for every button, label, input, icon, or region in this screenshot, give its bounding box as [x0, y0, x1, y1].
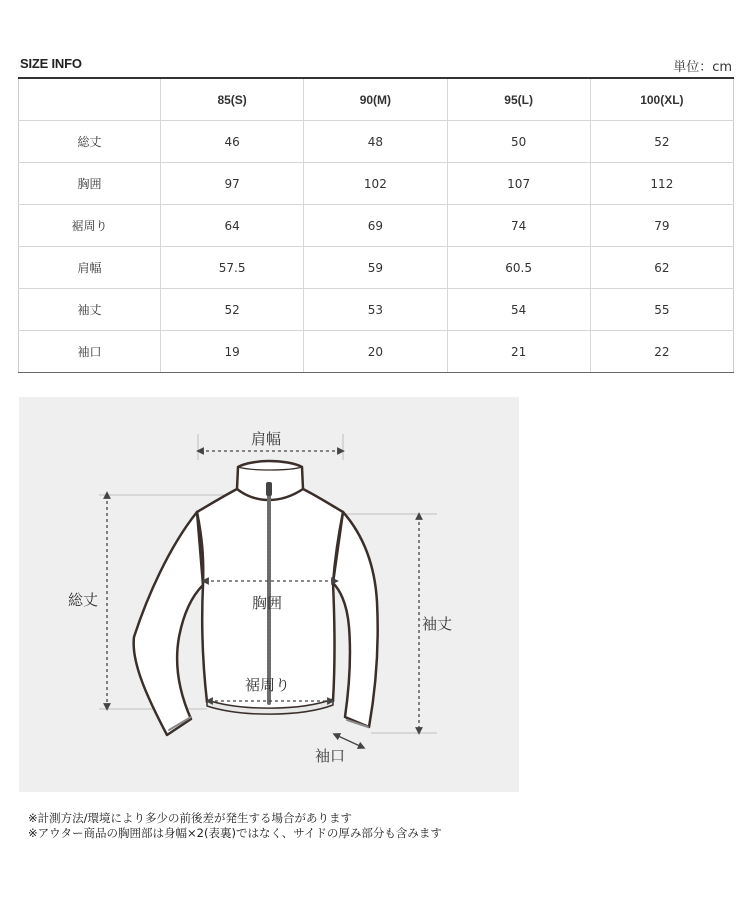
- table-cell: 62: [590, 247, 733, 289]
- table-cell: 97: [161, 163, 304, 205]
- table-cell: 20: [304, 331, 447, 373]
- table-cell: 55: [590, 289, 733, 331]
- column-header: 100(XL): [590, 78, 733, 121]
- page-title: SIZE INFO: [20, 56, 82, 71]
- row-label: 総丈: [19, 121, 161, 163]
- chest-label: 胸囲: [252, 594, 283, 612]
- sleeve-label: 袖丈: [422, 615, 453, 633]
- table-cell: 54: [447, 289, 590, 331]
- row-label: 裾周り: [19, 205, 161, 247]
- length-label: 総丈: [68, 591, 99, 609]
- row-label: 肩幅: [19, 247, 161, 289]
- note-line: ※アウター商品の胸囲部は身幅×2(表裏)ではなく、サイドの厚み部分も含みます: [28, 826, 442, 840]
- table-row: [19, 247, 734, 289]
- size-info-header: [18, 56, 734, 76]
- table-cell: 19: [161, 331, 304, 373]
- table-header-row: [19, 78, 734, 121]
- table-cell: 50: [447, 121, 590, 163]
- table-cell: 102: [304, 163, 447, 205]
- table-cell: 107: [447, 163, 590, 205]
- column-header: 90(M): [304, 78, 447, 121]
- hem-label: 裾周り: [245, 676, 291, 694]
- shoulder-label: 肩幅: [251, 430, 282, 448]
- table-cell: 60.5: [447, 247, 590, 289]
- row-label: 袖口: [19, 331, 161, 373]
- table-cell: 69: [304, 205, 447, 247]
- column-header: 95(L): [447, 78, 590, 121]
- table-cell: 48: [304, 121, 447, 163]
- row-label: 胸囲: [19, 163, 161, 205]
- table-cell: 57.5: [161, 247, 304, 289]
- row-label: 袖丈: [19, 289, 161, 331]
- table-cell: 53: [304, 289, 447, 331]
- table-cell: 59: [304, 247, 447, 289]
- zipper-pull-icon: [266, 482, 272, 496]
- table-row: [19, 205, 734, 247]
- table-row: [19, 289, 734, 331]
- table-cell: 64: [161, 205, 304, 247]
- table-cell: 74: [447, 205, 590, 247]
- table-cell: 52: [590, 121, 733, 163]
- column-header: [19, 78, 161, 121]
- table-row: [19, 163, 734, 205]
- table-cell: 22: [590, 331, 733, 373]
- table-cell: 112: [590, 163, 733, 205]
- unit-label: 単位：cm: [673, 60, 732, 75]
- size-table: [18, 77, 734, 373]
- cuff-label: 袖口: [315, 747, 346, 765]
- table-row: [19, 331, 734, 373]
- note-line: ※計測方法/環境により多少の前後差が発生する場合があります: [28, 811, 353, 825]
- table-cell: 79: [590, 205, 733, 247]
- table-cell: 52: [161, 289, 304, 331]
- notes: [28, 811, 442, 841]
- table-row: [19, 121, 734, 163]
- column-header: 85(S): [161, 78, 304, 121]
- measurement-diagram: [19, 397, 519, 792]
- table-cell: 21: [447, 331, 590, 373]
- table-cell: 46: [161, 121, 304, 163]
